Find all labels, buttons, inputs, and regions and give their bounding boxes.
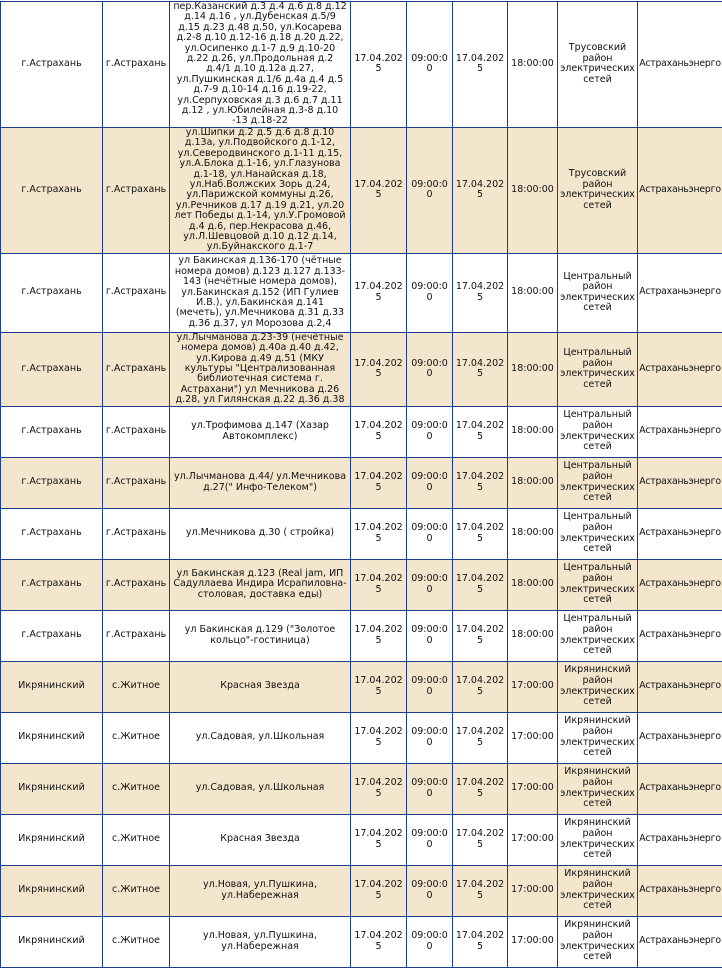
start-date-cell: 17.04.2025 <box>351 763 407 814</box>
district-cell: г.Астрахань <box>1 332 103 406</box>
end-date-cell: 17.04.2025 <box>453 457 508 508</box>
network-cell: Икрянинский район электрических сетей <box>558 814 638 865</box>
locality-cell: с.Житное <box>103 916 170 967</box>
table-row <box>1 508 722 559</box>
company-cell: Астраханьэнерго <box>638 610 722 661</box>
end-time-cell: 18:00:00 <box>508 253 558 332</box>
start-time-cell: 09:00:00 <box>407 332 453 406</box>
outage-schedule-table <box>0 1 722 968</box>
address-cell: ул Бакинская д.123 (Real jam, ИП Садуллаева Индира Исрапиловна-столовая, доставка еды) <box>170 559 351 610</box>
locality-cell: с.Житное <box>103 865 170 916</box>
end-time-cell: 17:00:00 <box>508 916 558 967</box>
end-date-cell: 17.04.2025 <box>453 661 508 712</box>
company-cell: Астраханьэнерго <box>638 508 722 559</box>
start-date-cell: 17.04.2025 <box>351 814 407 865</box>
company-cell: Астраханьэнерго <box>638 332 722 406</box>
end-time-cell: 18:00:00 <box>508 406 558 457</box>
start-date-cell: 17.04.2025 <box>351 508 407 559</box>
locality-cell: с.Житное <box>103 763 170 814</box>
district-cell: Икрянинский <box>1 916 103 967</box>
district-cell: г.Астрахань <box>1 457 103 508</box>
start-time-cell: 09:00:00 <box>407 508 453 559</box>
start-date-cell: 17.04.2025 <box>351 253 407 332</box>
table-row <box>1 712 722 763</box>
end-date-cell: 17.04.2025 <box>453 2 508 128</box>
company-cell: Астраханьэнерго <box>638 406 722 457</box>
network-cell: Центральный район электрических сетей <box>558 610 638 661</box>
table-row <box>1 457 722 508</box>
end-time-cell: 17:00:00 <box>508 865 558 916</box>
start-time-cell: 09:00:00 <box>407 127 453 253</box>
company-cell: Астраханьэнерго <box>638 559 722 610</box>
end-time-cell: 17:00:00 <box>508 661 558 712</box>
table-row <box>1 865 722 916</box>
address-cell: ул Бакинская д.136-170 (чётные номера домов) д.123 д.127 д.133-143 (нечётные номера домов), ул.Бакинская д.152 (ИП Гулиев И.В.), ул.Бакинская д.141 (мечеть), ул.Мечникова д.31 д.33 д.36 д.37, ул Морозова д.2,4 <box>170 253 351 332</box>
company-cell: Астраханьэнерго <box>638 814 722 865</box>
end-time-cell: 18:00:00 <box>508 2 558 128</box>
end-date-cell: 17.04.2025 <box>453 406 508 457</box>
end-date-cell: 17.04.2025 <box>453 916 508 967</box>
table-row <box>1 332 722 406</box>
table-row <box>1 661 722 712</box>
end-date-cell: 17.04.2025 <box>453 127 508 253</box>
locality-cell: г.Астрахань <box>103 610 170 661</box>
district-cell: г.Астрахань <box>1 406 103 457</box>
end-date-cell: 17.04.2025 <box>453 332 508 406</box>
company-cell: Астраханьэнерго <box>638 127 722 253</box>
network-cell: Центральный район электрических сетей <box>558 332 638 406</box>
table-row <box>1 559 722 610</box>
district-cell: Икрянинский <box>1 712 103 763</box>
company-cell: Астраханьэнерго <box>638 661 722 712</box>
network-cell: Центральный район электрических сетей <box>558 406 638 457</box>
start-date-cell: 17.04.2025 <box>351 712 407 763</box>
end-date-cell: 17.04.2025 <box>453 712 508 763</box>
end-time-cell: 18:00:00 <box>508 559 558 610</box>
start-time-cell: 09:00:00 <box>407 916 453 967</box>
start-time-cell: 09:00:00 <box>407 712 453 763</box>
start-date-cell: 17.04.2025 <box>351 332 407 406</box>
locality-cell: г.Астрахань <box>103 457 170 508</box>
address-cell: ул.Трофимова д.147 (Хазар Автокомплекс) <box>170 406 351 457</box>
start-date-cell: 17.04.2025 <box>351 127 407 253</box>
start-time-cell: 09:00:00 <box>407 763 453 814</box>
start-time-cell: 09:00:00 <box>407 559 453 610</box>
address-cell: пер.Казанский д.3 д.4 д.6 д.8 д.12 д.14 д.16 , ул.Дубенская д.5/9 д.15 д.23 д.48 д.50, ул.Косарева д.2-8 д.10 д.12-16 д.18 д.20 д.22, ул.Осипенко д.1-7 д.9 д.10-20 д.22 д.26, ул.Продольная д.2 д.4/1 д.10 д.12а д.27, ул.Пушкинская д.1/6 д.4а д.4 д.5 д.7-9 д.10-14 д.16 д.19-22, ул.Серпуховская д.3 д.6 д.7 д.11 д.12 , ул.Юбилейная д.3-8 д.10 -13 д.18-22 <box>170 2 351 128</box>
end-date-cell: 17.04.2025 <box>453 865 508 916</box>
district-cell: г.Астрахань <box>1 508 103 559</box>
start-time-cell: 09:00:00 <box>407 661 453 712</box>
network-cell: Икрянинский район электрических сетей <box>558 763 638 814</box>
start-time-cell: 09:00:00 <box>407 814 453 865</box>
end-time-cell: 18:00:00 <box>508 127 558 253</box>
start-date-cell: 17.04.2025 <box>351 457 407 508</box>
end-date-cell: 17.04.2025 <box>453 559 508 610</box>
address-cell: ул.Садовая, ул.Школьная <box>170 763 351 814</box>
company-cell: Астраханьэнерго <box>638 865 722 916</box>
network-cell: Икрянинский район электрических сетей <box>558 865 638 916</box>
table-row <box>1 253 722 332</box>
network-cell: Трусовский район электрических сетей <box>558 2 638 128</box>
end-time-cell: 18:00:00 <box>508 610 558 661</box>
address-cell: ул.Новая, ул.Пушкина, ул.Набережная <box>170 916 351 967</box>
start-date-cell: 17.04.2025 <box>351 406 407 457</box>
network-cell: Икрянинский район электрических сетей <box>558 661 638 712</box>
locality-cell: г.Астрахань <box>103 2 170 128</box>
end-time-cell: 18:00:00 <box>508 508 558 559</box>
network-cell: Центральный район электрических сетей <box>558 457 638 508</box>
company-cell: Астраханьэнерго <box>638 2 722 128</box>
end-time-cell: 17:00:00 <box>508 763 558 814</box>
district-cell: г.Астрахань <box>1 2 103 128</box>
end-date-cell: 17.04.2025 <box>453 610 508 661</box>
end-time-cell: 17:00:00 <box>508 712 558 763</box>
locality-cell: г.Астрахань <box>103 559 170 610</box>
start-date-cell: 17.04.2025 <box>351 865 407 916</box>
address-cell: Красная Звезда <box>170 814 351 865</box>
locality-cell: г.Астрахань <box>103 508 170 559</box>
table-row <box>1 916 722 967</box>
network-cell: Центральный район электрических сетей <box>558 253 638 332</box>
company-cell: Астраханьэнерго <box>638 712 722 763</box>
company-cell: Астраханьэнерго <box>638 916 722 967</box>
district-cell: г.Астрахань <box>1 559 103 610</box>
start-date-cell: 17.04.2025 <box>351 661 407 712</box>
district-cell: Икрянинский <box>1 865 103 916</box>
table-row <box>1 2 722 128</box>
district-cell: г.Астрахань <box>1 610 103 661</box>
start-date-cell: 17.04.2025 <box>351 610 407 661</box>
end-date-cell: 17.04.2025 <box>453 763 508 814</box>
start-time-cell: 09:00:00 <box>407 406 453 457</box>
start-time-cell: 09:00:00 <box>407 865 453 916</box>
address-cell: ул.Садовая, ул.Школьная <box>170 712 351 763</box>
district-cell: Икрянинский <box>1 814 103 865</box>
start-date-cell: 17.04.2025 <box>351 559 407 610</box>
table-row <box>1 406 722 457</box>
locality-cell: г.Астрахань <box>103 127 170 253</box>
company-cell: Астраханьэнерго <box>638 763 722 814</box>
district-cell: г.Астрахань <box>1 253 103 332</box>
company-cell: Астраханьэнерго <box>638 253 722 332</box>
address-cell: ул.Лычманова д.44/ ул.Мечникова д.27(" Инфо-Телеком") <box>170 457 351 508</box>
network-cell: Центральный район электрических сетей <box>558 508 638 559</box>
end-date-cell: 17.04.2025 <box>453 253 508 332</box>
table-row <box>1 763 722 814</box>
locality-cell: с.Житное <box>103 712 170 763</box>
address-cell: ул.Шипки д.2 д.5 д.6 д.8 д.10 д.13а, ул.Подвойского д.1-12, ул.Северодвинского д.1-11 д.15, ул.А.Блока д.1-16, ул.Глазунова д.1-18, ул.Нанайская д.18, ул.Наб.Волжских Зорь д.24, ул.Парижской коммуны д.26, ул.Речников д.17 д.19 д.21, ул.20 лет Победы д.1-14, ул.У.Громовой д.4 д.6, пер.Некрасова д.46, ул.Л.Шевцовой д.10 д.12 д.14, ул.Буйнакского д.1-7 <box>170 127 351 253</box>
end-time-cell: 18:00:00 <box>508 332 558 406</box>
network-cell: Икрянинский район электрических сетей <box>558 916 638 967</box>
district-cell: г.Астрахань <box>1 127 103 253</box>
network-cell: Икрянинский район электрических сетей <box>558 712 638 763</box>
locality-cell: с.Житное <box>103 814 170 865</box>
locality-cell: с.Житное <box>103 661 170 712</box>
address-cell: ул.Лычманова д.23-39 (нечётные номера домов) д.40а д.40 д.42, ул.Кирова д.49 д.51 (МКУ культуры "Централизованная библиотечная система г. Астрахани") ул Мечникова д.26 д.28, ул Гилянская д.22 д.36 д.38 <box>170 332 351 406</box>
locality-cell: г.Астрахань <box>103 406 170 457</box>
address-cell: ул Бакинская д.129 ("Золотое кольцо"-гостиница) <box>170 610 351 661</box>
table-row <box>1 610 722 661</box>
address-cell: ул.Мечникова д.30 ( стройка) <box>170 508 351 559</box>
start-time-cell: 09:00:00 <box>407 610 453 661</box>
start-time-cell: 09:00:00 <box>407 457 453 508</box>
address-cell: ул.Новая, ул.Пушкина, ул.Набережная <box>170 865 351 916</box>
start-date-cell: 17.04.2025 <box>351 2 407 128</box>
company-cell: Астраханьэнерго <box>638 457 722 508</box>
locality-cell: г.Астрахань <box>103 332 170 406</box>
locality-cell: г.Астрахань <box>103 253 170 332</box>
end-time-cell: 17:00:00 <box>508 814 558 865</box>
end-date-cell: 17.04.2025 <box>453 814 508 865</box>
network-cell: Трусовский район электрических сетей <box>558 127 638 253</box>
network-cell: Центральный район электрических сетей <box>558 559 638 610</box>
district-cell: Икрянинский <box>1 763 103 814</box>
table-row <box>1 127 722 253</box>
address-cell: Красная Звезда <box>170 661 351 712</box>
district-cell: Икрянинский <box>1 661 103 712</box>
start-date-cell: 17.04.2025 <box>351 916 407 967</box>
table-row <box>1 814 722 865</box>
start-time-cell: 09:00:00 <box>407 2 453 128</box>
end-time-cell: 18:00:00 <box>508 457 558 508</box>
start-time-cell: 09:00:00 <box>407 253 453 332</box>
end-date-cell: 17.04.2025 <box>453 508 508 559</box>
